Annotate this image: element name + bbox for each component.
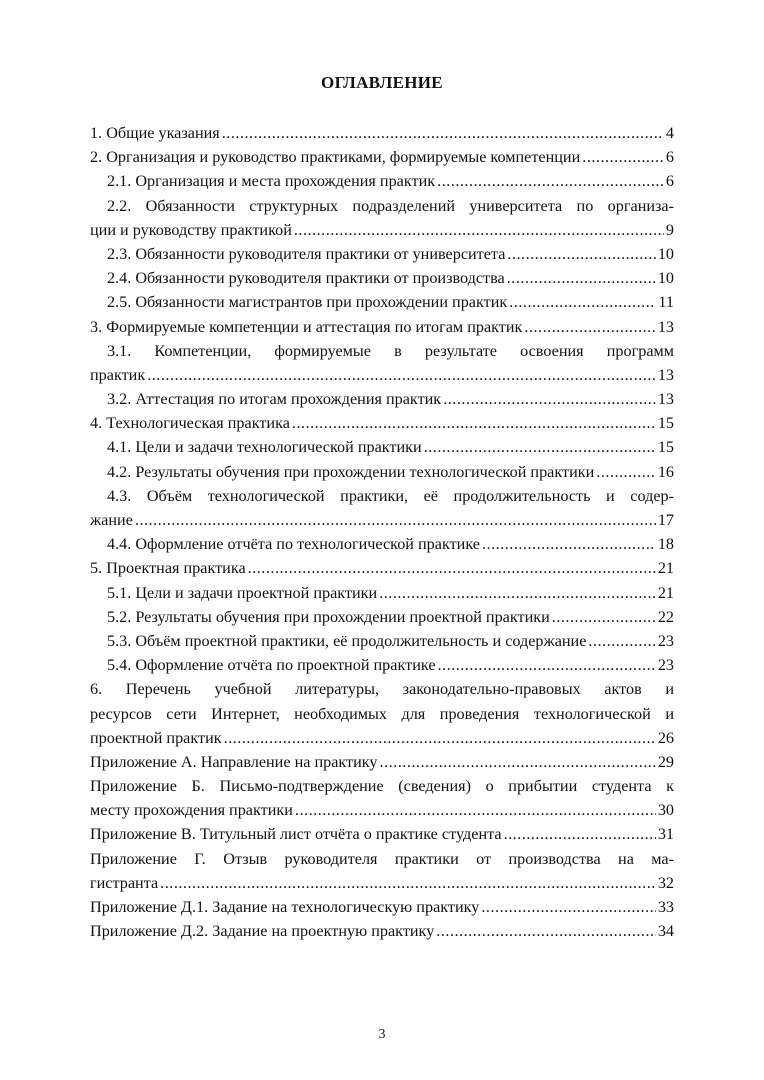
- dot-leader: [507, 242, 655, 266]
- dot-leader: [509, 290, 656, 314]
- toc-line: [90, 581, 674, 605]
- toc-page-number: 10: [657, 244, 674, 263]
- toc-line: [90, 532, 674, 556]
- toc-page-number: 26: [657, 728, 674, 747]
- toc-line: [90, 194, 674, 218]
- toc-entry-text: 5.2. Результаты обучения при прохождении проектной практики: [107, 607, 550, 626]
- toc-page-number: 32: [657, 873, 674, 892]
- dot-leader: [135, 508, 656, 532]
- toc-line: [90, 169, 674, 193]
- toc-entry[interactable]: [90, 847, 674, 895]
- toc-page-number: 21: [657, 583, 674, 602]
- toc-entry[interactable]: [90, 169, 674, 193]
- toc-entry-text: 5.1. Цели и задачи проектной практики: [107, 583, 378, 602]
- toc-entry-text: 4.4. Оформление отчёта по технологической практике: [107, 535, 480, 554]
- dot-leader: [160, 871, 656, 895]
- toc-line: [90, 339, 674, 363]
- toc-entry-text: 4.2. Результаты обучения при прохождении технологической практики: [107, 462, 595, 481]
- dot-leader: [294, 218, 664, 242]
- toc-page-number: 30: [657, 801, 674, 820]
- toc-entry-text: 4.3. Объём технологической практики, её продолжительность и содер-: [107, 486, 674, 505]
- toc-entry-text: месту прохождения практики: [90, 801, 293, 820]
- toc-entry-text: ции и руководству практикой: [90, 220, 292, 239]
- toc-line: [90, 363, 674, 387]
- dot-leader: [379, 581, 656, 605]
- dot-leader: [596, 460, 656, 484]
- toc-page-number: 15: [657, 438, 674, 457]
- toc-page-number: 22: [657, 607, 674, 626]
- toc-entry-text: 2.4. Обязанности руководителя практики от производства: [107, 269, 505, 288]
- dot-leader: [588, 629, 655, 653]
- toc-entry-text: 3. Формируемые компетенции и аттестация по итогам практик: [90, 317, 523, 336]
- toc-entry-text: 2.2. Обязанности структурных подразделений университета по организа-: [107, 196, 674, 215]
- dot-leader: [582, 145, 664, 169]
- toc-page-number: 10: [657, 269, 674, 288]
- dot-leader: [436, 919, 656, 943]
- toc-entry[interactable]: [90, 387, 674, 411]
- toc-entry-text: Приложение В. Титульный лист отчёта о практике студента: [90, 825, 502, 844]
- toc-line: [90, 266, 674, 290]
- toc-line: [90, 218, 674, 242]
- toc-page-number: 31: [657, 825, 674, 844]
- toc-line: [90, 315, 674, 339]
- dot-leader: [438, 653, 656, 677]
- toc-page-number: 29: [657, 752, 674, 771]
- toc-entry[interactable]: [90, 121, 674, 145]
- toc-line: [90, 847, 674, 871]
- toc-entry[interactable]: [90, 919, 674, 943]
- toc-line: [90, 145, 674, 169]
- toc-entry-text: 2.1. Организация и места прохождения практик: [107, 172, 436, 191]
- toc-line: [90, 677, 674, 701]
- toc-entry[interactable]: [90, 774, 674, 822]
- toc-page-number: 16: [657, 462, 674, 481]
- toc-line: [90, 242, 674, 266]
- toc-page-number: 4: [665, 124, 674, 142]
- toc-page-number: 6: [665, 172, 674, 191]
- toc-line: [90, 556, 674, 580]
- toc-entry[interactable]: [90, 484, 674, 532]
- toc-page-number: 18: [657, 535, 674, 554]
- toc-page-number: 11: [658, 293, 674, 312]
- toc-line: [90, 750, 674, 774]
- toc-entry-text: практик: [90, 365, 146, 384]
- toc-entry-text: 2. Организация и руководство практиками, формируемые компетенции: [90, 148, 581, 167]
- dot-leader: [481, 895, 655, 919]
- toc-entry-text: проектной практик: [90, 728, 222, 747]
- toc-entry-text: Приложение Д.2. Задание на проектную практику: [90, 922, 435, 941]
- toc-page-number: 34: [657, 922, 674, 941]
- toc-page-number: 23: [657, 656, 674, 675]
- toc-entry-text: гистранта: [90, 873, 159, 892]
- toc-line: [90, 726, 674, 750]
- toc-line: [90, 822, 674, 846]
- dot-leader: [248, 556, 656, 580]
- toc-line: [90, 629, 674, 653]
- toc-entry[interactable]: [90, 822, 674, 846]
- toc-entry-text: 4. Технологическая практика: [90, 414, 290, 433]
- toc-line: [90, 919, 674, 943]
- table-of-contents: [90, 121, 674, 943]
- toc-page-number: 13: [657, 390, 674, 409]
- toc-entry-text: 1. Общие указания: [90, 124, 220, 142]
- toc-line: [90, 460, 674, 484]
- toc-line: [90, 508, 674, 532]
- toc-entry[interactable]: [90, 242, 674, 266]
- toc-line: [90, 387, 674, 411]
- toc-page-number: 21: [657, 559, 674, 578]
- dot-leader: [552, 605, 656, 629]
- page-number: 3: [378, 1027, 386, 1042]
- toc-entry[interactable]: [90, 750, 674, 774]
- dot-leader: [443, 387, 656, 411]
- toc-entry-text: Приложение Б. Письмо-подтверждение (сведения) о прибытии студента к: [90, 777, 674, 796]
- toc-entry[interactable]: [90, 556, 674, 580]
- toc-page-number: 13: [657, 365, 674, 384]
- toc-page-number: 17: [657, 511, 674, 529]
- toc-line: [90, 435, 674, 459]
- toc-entry[interactable]: [90, 605, 674, 629]
- dot-leader: [222, 121, 664, 145]
- toc-line: [90, 653, 674, 677]
- toc-entry[interactable]: [90, 339, 674, 387]
- toc-entry[interactable]: [90, 653, 674, 677]
- toc-entry-text: 6. Перечень учебной литературы, законодательно-правовых актов и: [90, 680, 674, 699]
- dot-leader: [524, 315, 655, 339]
- toc-line: [90, 121, 674, 145]
- toc-line: [90, 895, 674, 919]
- toc-line: [90, 798, 674, 822]
- toc-page-number: 9: [665, 220, 674, 239]
- dot-leader: [507, 266, 656, 290]
- toc-line: [90, 774, 674, 798]
- toc-entry[interactable]: [90, 194, 674, 242]
- toc-entry-text: 5. Проектная практика: [90, 559, 246, 578]
- page-title: ОГЛАВЛЕНИЕ: [321, 73, 443, 92]
- toc-entry[interactable]: [90, 581, 674, 605]
- toc-entry[interactable]: [90, 315, 674, 339]
- toc-entry-text: 2.3. Обязанности руководителя практики от университета: [107, 244, 506, 263]
- toc-entry-text: жание: [90, 511, 133, 529]
- toc-line: [90, 484, 674, 508]
- toc-page-number: 6: [665, 148, 674, 167]
- dot-leader: [295, 798, 656, 822]
- toc-entry-text: 3.2. Аттестация по итогам прохождения практик: [107, 390, 442, 409]
- toc-entry[interactable]: [90, 460, 674, 484]
- toc-entry[interactable]: [90, 895, 674, 919]
- dot-leader: [504, 822, 656, 846]
- dot-leader: [224, 726, 656, 750]
- dot-leader: [292, 411, 656, 435]
- dot-leader: [147, 363, 656, 387]
- toc-line: [90, 411, 674, 435]
- dot-leader: [437, 169, 664, 193]
- dot-leader: [380, 750, 656, 774]
- toc-line: [90, 605, 674, 629]
- toc-entry-text: 2.5. Обязанности магистрантов при прохождении практик: [107, 293, 508, 312]
- dot-leader: [424, 435, 656, 459]
- toc-entry-text: 5.4. Оформление отчёта по проектной практике: [107, 656, 436, 675]
- toc-entry[interactable]: [90, 145, 674, 169]
- toc-entry-text: 4.1. Цели и задачи технологической практики: [107, 438, 422, 457]
- toc-page-number: 15: [657, 414, 674, 433]
- toc-entry[interactable]: [90, 290, 674, 314]
- toc-entry[interactable]: [90, 411, 674, 435]
- toc-entry-text: Приложение Д.1. Задание на технологическую практику: [90, 898, 480, 916]
- toc-entry-text: Приложение Г. Отзыв руководителя практики от производства на ма-: [90, 849, 674, 868]
- toc-entry[interactable]: [90, 435, 674, 459]
- toc-entry[interactable]: [90, 677, 674, 750]
- toc-page-number: 13: [657, 317, 674, 336]
- toc-entry[interactable]: [90, 532, 674, 556]
- toc-entry-text: Приложение А. Направление на практику: [90, 752, 378, 771]
- toc-page-number: 23: [657, 631, 674, 650]
- toc-entry-text: ресурсов сети Интернет, необходимых для проведения технологической и: [90, 704, 674, 723]
- dot-leader: [482, 532, 656, 556]
- toc-line: [90, 702, 674, 726]
- toc-entry-text: 5.3. Объём проектной практики, её продолжительность и содержание: [107, 631, 587, 650]
- toc-page-number: 33: [657, 898, 674, 916]
- toc-line: [90, 290, 674, 314]
- toc-entry-text: 3.1. Компетенции, формируемые в результате освоения программ: [107, 341, 674, 360]
- toc-entry[interactable]: [90, 629, 674, 653]
- toc-line: [90, 871, 674, 895]
- toc-entry[interactable]: [90, 266, 674, 290]
